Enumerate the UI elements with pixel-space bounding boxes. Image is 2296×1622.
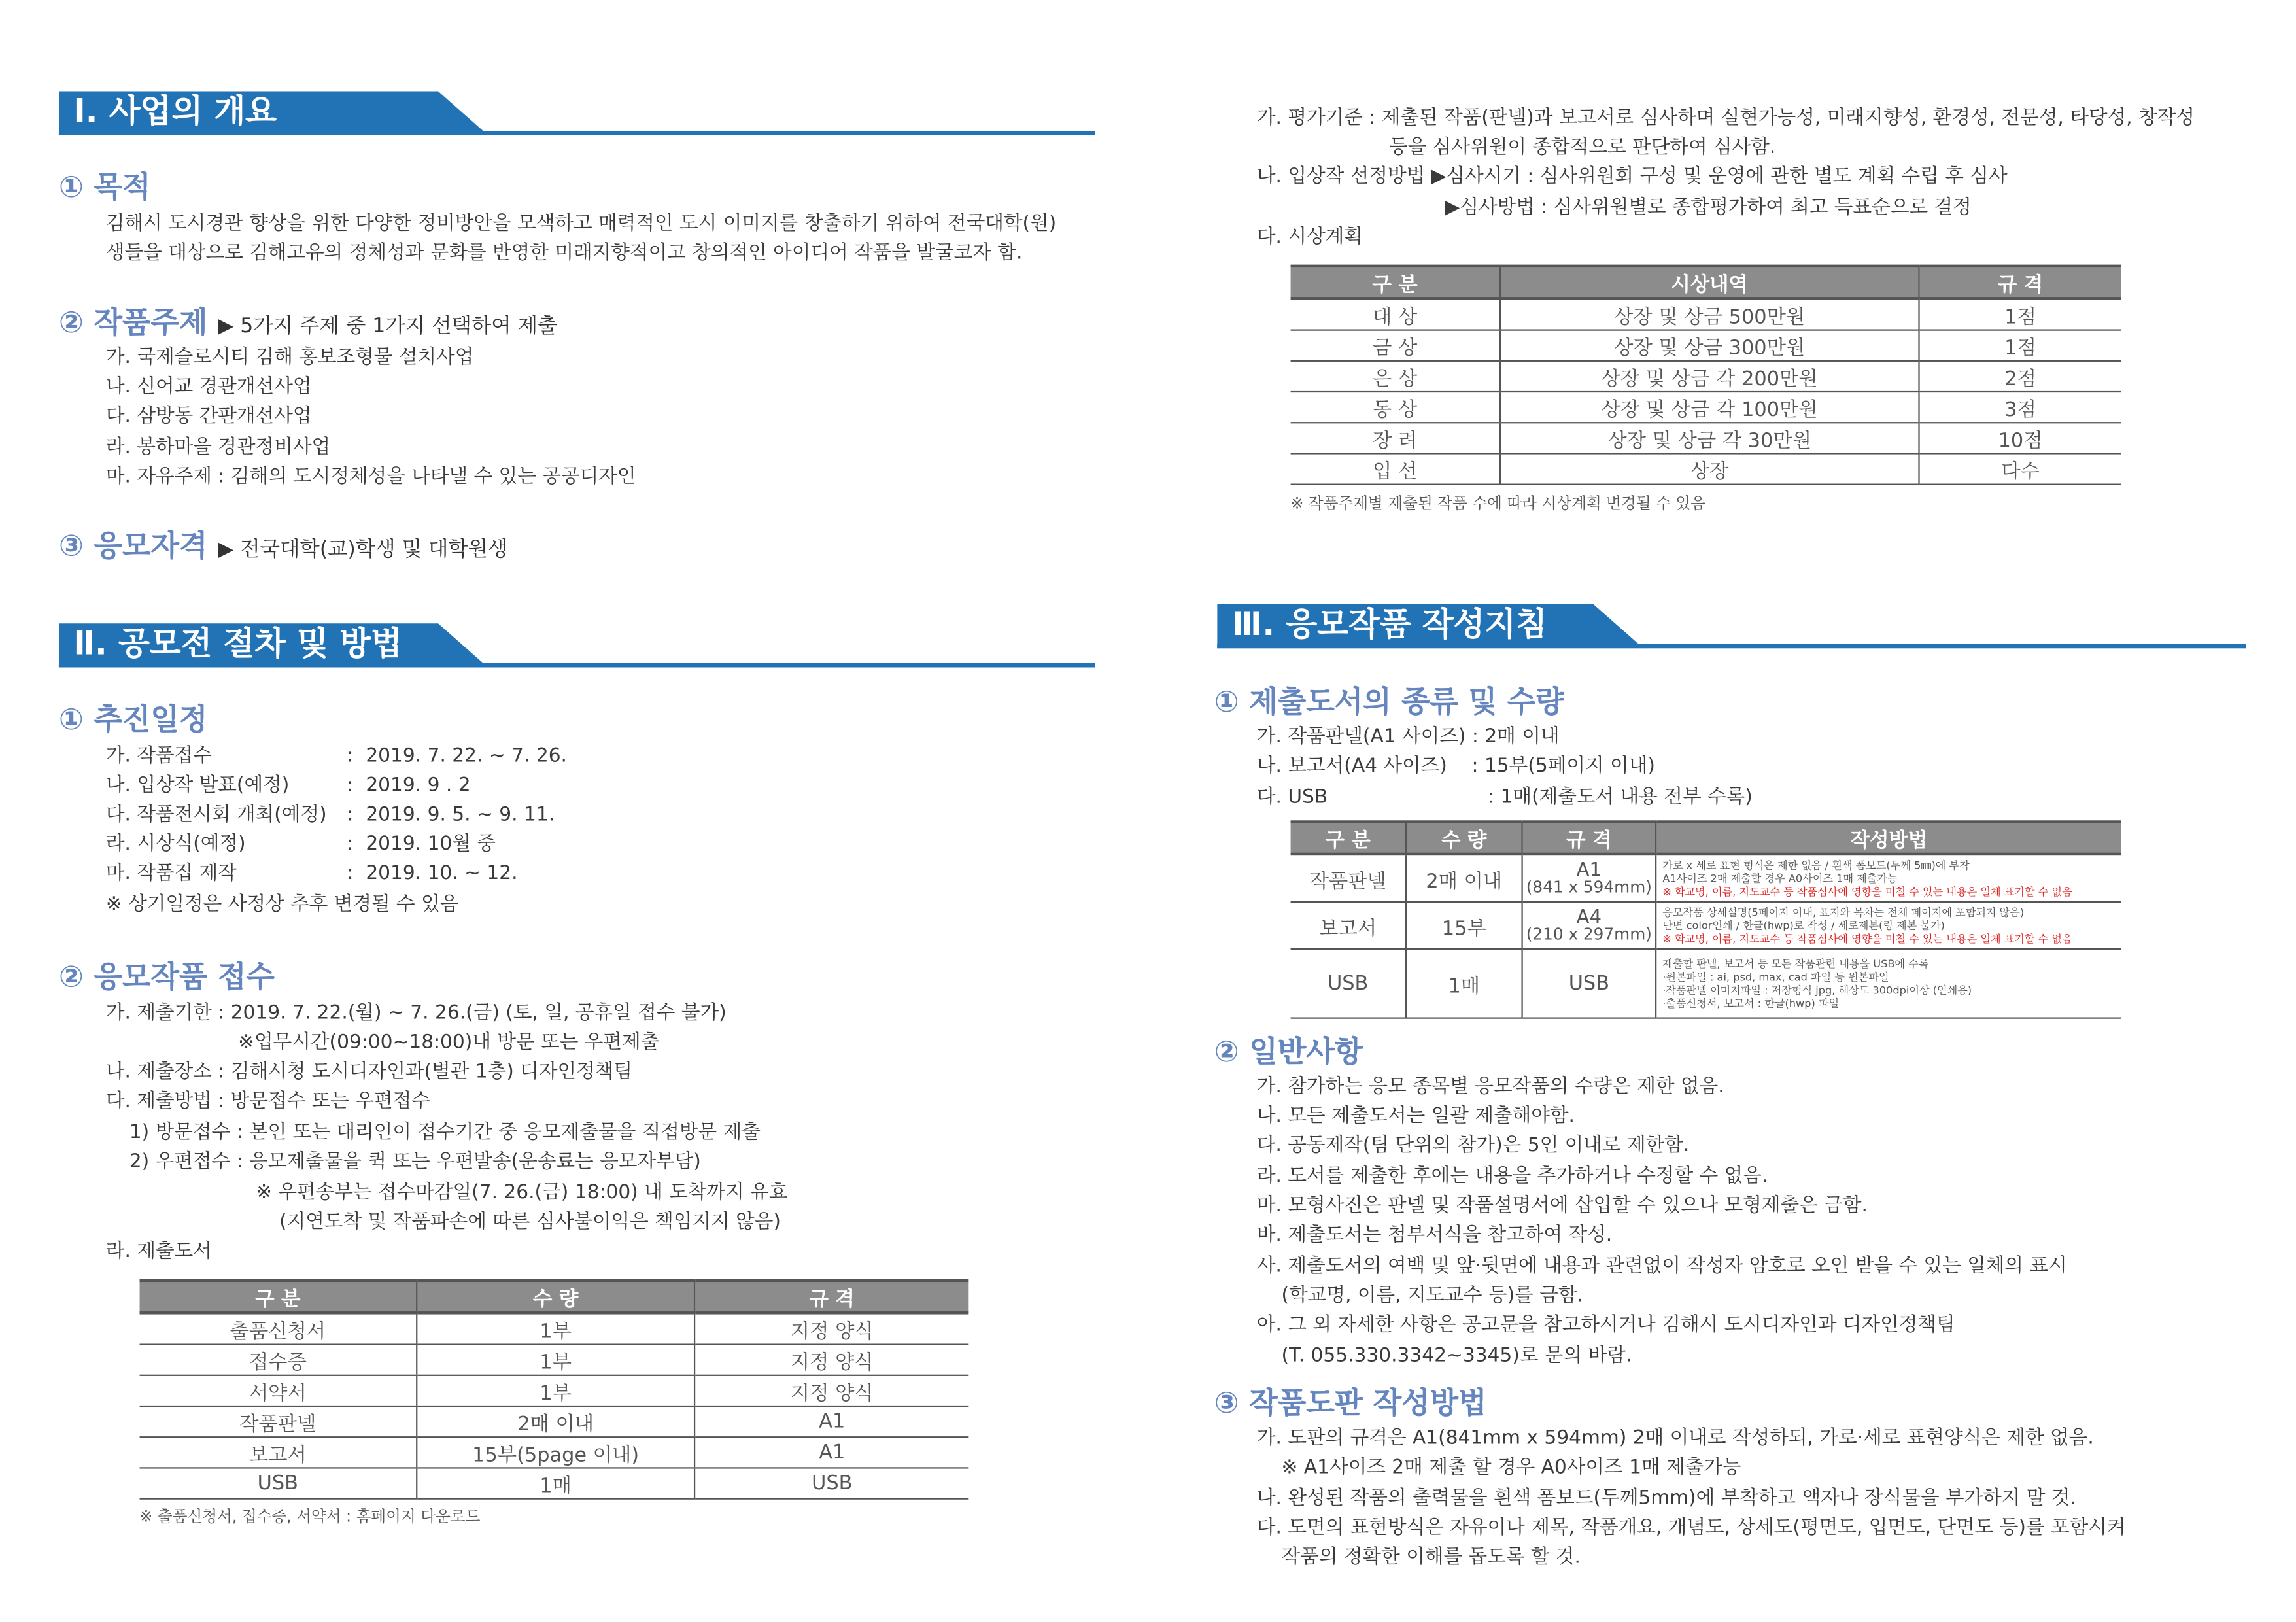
cell: USB: [1522, 949, 1656, 1018]
col-header: 규 격: [694, 1281, 968, 1313]
schedule-note: ※ 상기일정은 사정상 추후 변경될 수 있음: [105, 893, 459, 916]
general-heading: ② 일반사항: [1214, 1033, 1363, 1069]
method-cell: [1656, 854, 2121, 902]
table-row: [140, 1375, 969, 1406]
table-row: [140, 1406, 969, 1437]
judging-line: 등을 심사위원이 종합적으로 판단하여 심사함.: [1389, 137, 1776, 159]
col-header: 규 격: [1522, 822, 1656, 854]
general-line: 마. 모형사진은 판넬 및 작품설명서에 삽입할 수 있으나 모형제출은 금함.: [1256, 1195, 1868, 1218]
panel-line: 가. 도판의 규격은 A1(841mm x 594mm) 2매 이내로 작성하되, 가로·세로 표현양식은 제한 없음.: [1256, 1427, 2094, 1450]
panel-line: 나. 완성된 작품의 출력물을 흰색 폼보드(두께5mm)에 부착하고 액자나 장식물을 부가하지 말 것.: [1256, 1487, 2076, 1510]
method-line: 가로 x 세로 표현 형식은 제한 없음 / 흰색 폼보드(두께 5㎜)에 부착: [1662, 858, 1970, 872]
cell: 지정 양식: [694, 1375, 968, 1406]
eligibility-heading: [59, 528, 508, 568]
cell: 다수: [1919, 453, 2121, 484]
cell: 1점: [1919, 298, 2121, 330]
table-row: [1291, 330, 2121, 361]
panel-heading: ③ 작품도판 작성방법: [1214, 1385, 1487, 1421]
section-3-header: [1217, 604, 2246, 648]
schedule-heading: ① 추진일정: [58, 701, 208, 737]
method-line: ·원본파일 : ai, psd, max, cad 파일 등 원본파일: [1662, 970, 1889, 984]
eligibility-subtitle: ▶ 전국대학(교)학생 및 대학원생: [218, 538, 508, 562]
general-line: (T. 055.330.3342~3345)로 문의 바람.: [1256, 1345, 1632, 1368]
cell: 상장 및 상금 각 30만원: [1500, 423, 1919, 453]
table-row: [1291, 902, 2121, 949]
spec-size: (210 x 297mm): [1526, 923, 1652, 943]
cell: 상장 및 상금 300만원: [1500, 330, 1919, 361]
schedule-label: 나. 입상작 발표(예정): [105, 774, 290, 797]
cell: 출품신청서: [140, 1313, 417, 1344]
spec: A4: [1576, 906, 1602, 929]
col-header: 규 격: [1919, 266, 2121, 298]
method-line: ·작품판넬 이미지파일 : 저장형식 jpg, 해상도 300dpi이상 (인쇄용): [1662, 983, 1972, 997]
col-header: 수 량: [417, 1281, 694, 1313]
panel-line: ※ A1사이즈 2매 제출 할 경우 A0사이즈 1매 제출가능: [1256, 1457, 1741, 1479]
schedule-value: : 2019. 10. ~ 12.: [347, 863, 518, 886]
cell: 3점: [1919, 392, 2121, 423]
method-line: ·출품신청서, 보고서 : 한글(hwp) 파일: [1662, 997, 1840, 1010]
table-row: [1291, 392, 2121, 423]
table-row: [1291, 949, 2121, 1018]
table-row: [140, 1468, 969, 1498]
cell: USB: [694, 1468, 968, 1498]
schedule-value: : 2019. 10월 중: [347, 833, 496, 856]
submission-table-note: ※ 출품신청서, 접수증, 서약서 : 홈페이지 다운로드: [139, 1508, 481, 1527]
general-line: 라. 도서를 제출한 후에는 내용을 추가하거나 수정할 수 없음.: [1256, 1165, 1768, 1188]
theme-title: ② 작품주제: [58, 304, 208, 340]
section-2-title: Ⅱ. 공모전 절차 및 방법: [73, 626, 402, 663]
cell: 금 상: [1291, 330, 1500, 361]
col-header: 구 분: [1291, 266, 1500, 298]
awards-table: [1291, 265, 2121, 485]
schedule-value: : 2019. 7. 22. ~ 7. 26.: [347, 745, 567, 768]
submission-line: 1) 방문접수 : 본인 또는 대리인이 접수기간 중 응모제출물을 직접방문 제출: [129, 1122, 761, 1144]
submission-line: ※ 우편송부는 접수마감일(7. 26.(금) 18:00) 내 도착까지 유효: [256, 1182, 788, 1204]
general-line: (학교명, 이름, 지도교수 등)를 금함.: [1256, 1285, 1583, 1307]
schedule-label: 라. 시상식(예정): [105, 833, 246, 856]
cell: 보고서: [140, 1437, 417, 1468]
purpose-line: 생들을 대상으로 김해고유의 정체성과 문화를 반영한 미래지향적이고 창의적인 아이디어 작품을 발굴코자 함.: [105, 242, 1023, 265]
table-row: [140, 1437, 969, 1468]
theme-item: 다. 삼방동 간판개선사업: [105, 406, 312, 428]
cell: 1부: [417, 1313, 694, 1344]
method-line: 제출할 판넬, 보고서 등 모든 작품관련 내용을 USB에 수록: [1662, 957, 1929, 971]
awards-note: ※ 작품주제별 제출된 작품 수에 따라 시상계획 변경될 수 있음: [1290, 495, 1706, 513]
cell: 1부: [417, 1345, 694, 1375]
purpose-line: 김해시 도시경관 향상을 위한 다양한 정비방안을 모색하고 매력적인 도시 이미지를 창출하기 위하여 전국대학(원): [105, 213, 1057, 235]
submission-line: 라. 제출도서: [105, 1241, 212, 1263]
cell: USB: [140, 1468, 417, 1498]
col-header: 구 분: [140, 1281, 417, 1313]
general-line: 아. 그 외 자세한 사항은 공고문을 참고하시거나 김해시 도시디자인과 디자인정책팀: [1256, 1314, 1955, 1337]
cell: USB: [1291, 949, 1406, 1018]
judging-line: 다. 시상계획: [1256, 226, 1363, 249]
docs-line: 다. USB : 1매(제출도서 내용 전부 수록): [1256, 786, 1753, 809]
panel-line: 다. 도면의 표현방식은 자유이나 제목, 작품개요, 개념도, 상세도(평면도, 입면도, 단면도 등)를 포함시켜: [1256, 1517, 2126, 1540]
judging-line: 나. 입상작 선정방법 ▶심사시기 : 심사위원회 구성 및 운영에 관한 별도 계획 수립 후 심사: [1256, 166, 2008, 188]
submission-docs-table: [140, 1279, 969, 1500]
table-row: [140, 1345, 969, 1375]
cell: 상장: [1500, 453, 1919, 484]
docs-table: [1291, 820, 2121, 1018]
cell: 1매: [417, 1468, 694, 1498]
method-cell: [1656, 902, 2121, 949]
col-header: 시상내역: [1500, 266, 1919, 298]
spec-size: (841 x 594mm): [1526, 876, 1652, 897]
cell: 15부: [1406, 902, 1522, 949]
cell: 동 상: [1291, 392, 1500, 423]
cell: 대 상: [1291, 298, 1500, 330]
general-line: 가. 참가하는 응모 종목별 응모작품의 수량은 제한 없음.: [1256, 1076, 1724, 1099]
cell: 15부(5page 이내): [417, 1437, 694, 1468]
table-row: [1291, 453, 2121, 484]
cell: 10점: [1919, 423, 2121, 453]
cell: 2점: [1919, 361, 2121, 392]
theme-subtitle: ▶ 5가지 주제 중 1가지 선택하여 제출: [218, 315, 558, 338]
theme-heading: [59, 304, 558, 344]
spec: A1: [1576, 859, 1602, 882]
cell: 상장 및 상금 500만원: [1500, 298, 1919, 330]
cell: A1: [694, 1437, 968, 1468]
cell: 접수증: [140, 1345, 417, 1375]
schedule-value: : 2019. 9. 5. ~ 9. 11.: [347, 804, 555, 827]
table-row: [1291, 423, 2121, 453]
docs-line: 나. 보고서(A4 사이즈) : 15부(5페이지 이내): [1256, 755, 1655, 778]
cell: 2매 이내: [1406, 854, 1522, 902]
judging-line: ▶심사방법 : 심사위원별로 종합평가하여 최고 득표순으로 결정: [1445, 197, 1972, 219]
table-row: [1291, 298, 2121, 330]
docs-heading: ① 제출도서의 종류 및 수량: [1214, 683, 1564, 719]
cell: [1522, 902, 1656, 949]
submission-heading: ② 응모작품 접수: [58, 958, 275, 994]
schedule-label: 마. 작품집 제작: [105, 863, 237, 886]
table-row: [140, 1313, 969, 1344]
table-row: [1291, 361, 2121, 392]
schedule-value: : 2019. 9 . 2: [347, 774, 471, 797]
table-row: [1291, 854, 2121, 902]
panel-line: 작품의 정확한 이해를 돕도록 할 것.: [1256, 1546, 1581, 1569]
method-warning: ※ 학교명, 이름, 지도교수 등 작품심사에 영향을 미칠 수 있는 내용은 일체 표기할 수 없음: [1662, 885, 2072, 899]
cell: 작품판넬: [140, 1406, 417, 1437]
docs-line: 가. 작품판넬(A1 사이즈) : 2매 이내: [1256, 726, 1560, 749]
cell: 보고서: [1291, 902, 1406, 949]
method-line: 단면 color인쇄 / 한글(hwp)로 작성 / 세로제본(링 제본 불가): [1662, 918, 1945, 933]
general-line: 사. 제출도서의 여백 및 앞·뒷면에 내용과 관련없이 작성자 암호로 오인 받을 수 있는 일체의 표시: [1256, 1255, 2067, 1278]
submission-line: 나. 제출장소 : 김해시청 도시디자인과(별관 1층) 디자인정책팀: [105, 1061, 633, 1084]
section-1-header: [59, 91, 1095, 135]
theme-item: 마. 자유주제 : 김해의 도시정체성을 나타낼 수 있는 공공디자인: [105, 466, 636, 489]
purpose-heading: ① 목적: [58, 169, 151, 205]
schedule-label: 다. 작품전시회 개최(예정): [105, 804, 327, 827]
submission-line: (지연도착 및 작품파손에 따른 심사불이익은 책임지지 않음): [279, 1211, 781, 1234]
cell: 1부: [417, 1375, 694, 1406]
theme-item: 가. 국제슬로시티 김해 홍보조형물 설치사업: [105, 347, 474, 370]
cell: 1점: [1919, 330, 2121, 361]
cell: 서약서: [140, 1375, 417, 1406]
col-header: 구 분: [1291, 822, 1406, 854]
section-1-title: Ⅰ. 사업의 개요: [73, 94, 277, 131]
section-3-title: Ⅲ. 응모작품 작성지침: [1231, 607, 1547, 644]
general-line: 나. 모든 제출도서는 일괄 제출해야함.: [1256, 1105, 1575, 1128]
cell: 장 려: [1291, 423, 1500, 453]
cell: 입 선: [1291, 453, 1500, 484]
general-line: 바. 제출도서는 첨부서식을 참고하여 작성.: [1256, 1224, 1613, 1247]
cell: 2매 이내: [417, 1406, 694, 1437]
general-line: 다. 공동제작(팀 단위의 참가)은 5인 이내로 제한함.: [1256, 1135, 1690, 1158]
method-line: 응모작품 상세설명(5페이지 이내, 표지와 목차는 전체 페이지에 포함되지 않음): [1662, 905, 2025, 919]
method-line: A1사이즈 2매 제출할 경우 A0사이즈 1매 제출가능: [1662, 871, 1898, 886]
cell: 1매: [1406, 949, 1522, 1018]
submission-line: 다. 제출방법 : 방문접수 또는 우편접수: [105, 1090, 430, 1113]
method-cell: [1656, 949, 2121, 1018]
section-2-header: [59, 623, 1095, 667]
submission-line: 2) 우편접수 : 응모제출물을 퀵 또는 우편발송(운송료는 응모자부담): [129, 1151, 701, 1173]
col-header: 작성방법: [1656, 822, 2121, 854]
cell: 상장 및 상금 각 200만원: [1500, 361, 1919, 392]
col-header: 수 량: [1406, 822, 1522, 854]
cell: 상장 및 상금 각 100만원: [1500, 392, 1919, 423]
schedule-label: 가. 작품접수: [105, 745, 212, 768]
eligibility-title: ③ 응모자격: [58, 527, 208, 563]
submission-line: ※업무시간(09:00~18:00)내 방문 또는 우편제출: [238, 1031, 660, 1054]
cell: 지정 양식: [694, 1345, 968, 1375]
submission-line: 가. 제출기한 : 2019. 7. 22.(월) ~ 7. 26.(금) (토, 일, 공휴일 접수 불가): [105, 1002, 727, 1025]
cell: 작품판넬: [1291, 854, 1406, 902]
cell: [1522, 854, 1656, 902]
theme-item: 나. 신어교 경관개선사업: [105, 376, 312, 399]
judging-line: 가. 평가기준 : 제출된 작품(판넬)과 보고서로 심사하며 실현가능성, 미래지향성, 환경성, 전문성, 타당성, 창작성: [1256, 107, 2195, 129]
cell: 은 상: [1291, 361, 1500, 392]
method-warning: ※ 학교명, 이름, 지도교수 등 작품심사에 영향을 미칠 수 있는 내용은 일체 표기할 수 없음: [1662, 932, 2072, 946]
cell: 지정 양식: [694, 1313, 968, 1344]
cell: A1: [694, 1406, 968, 1437]
theme-item: 라. 봉하마을 경관정비사업: [105, 436, 331, 459]
